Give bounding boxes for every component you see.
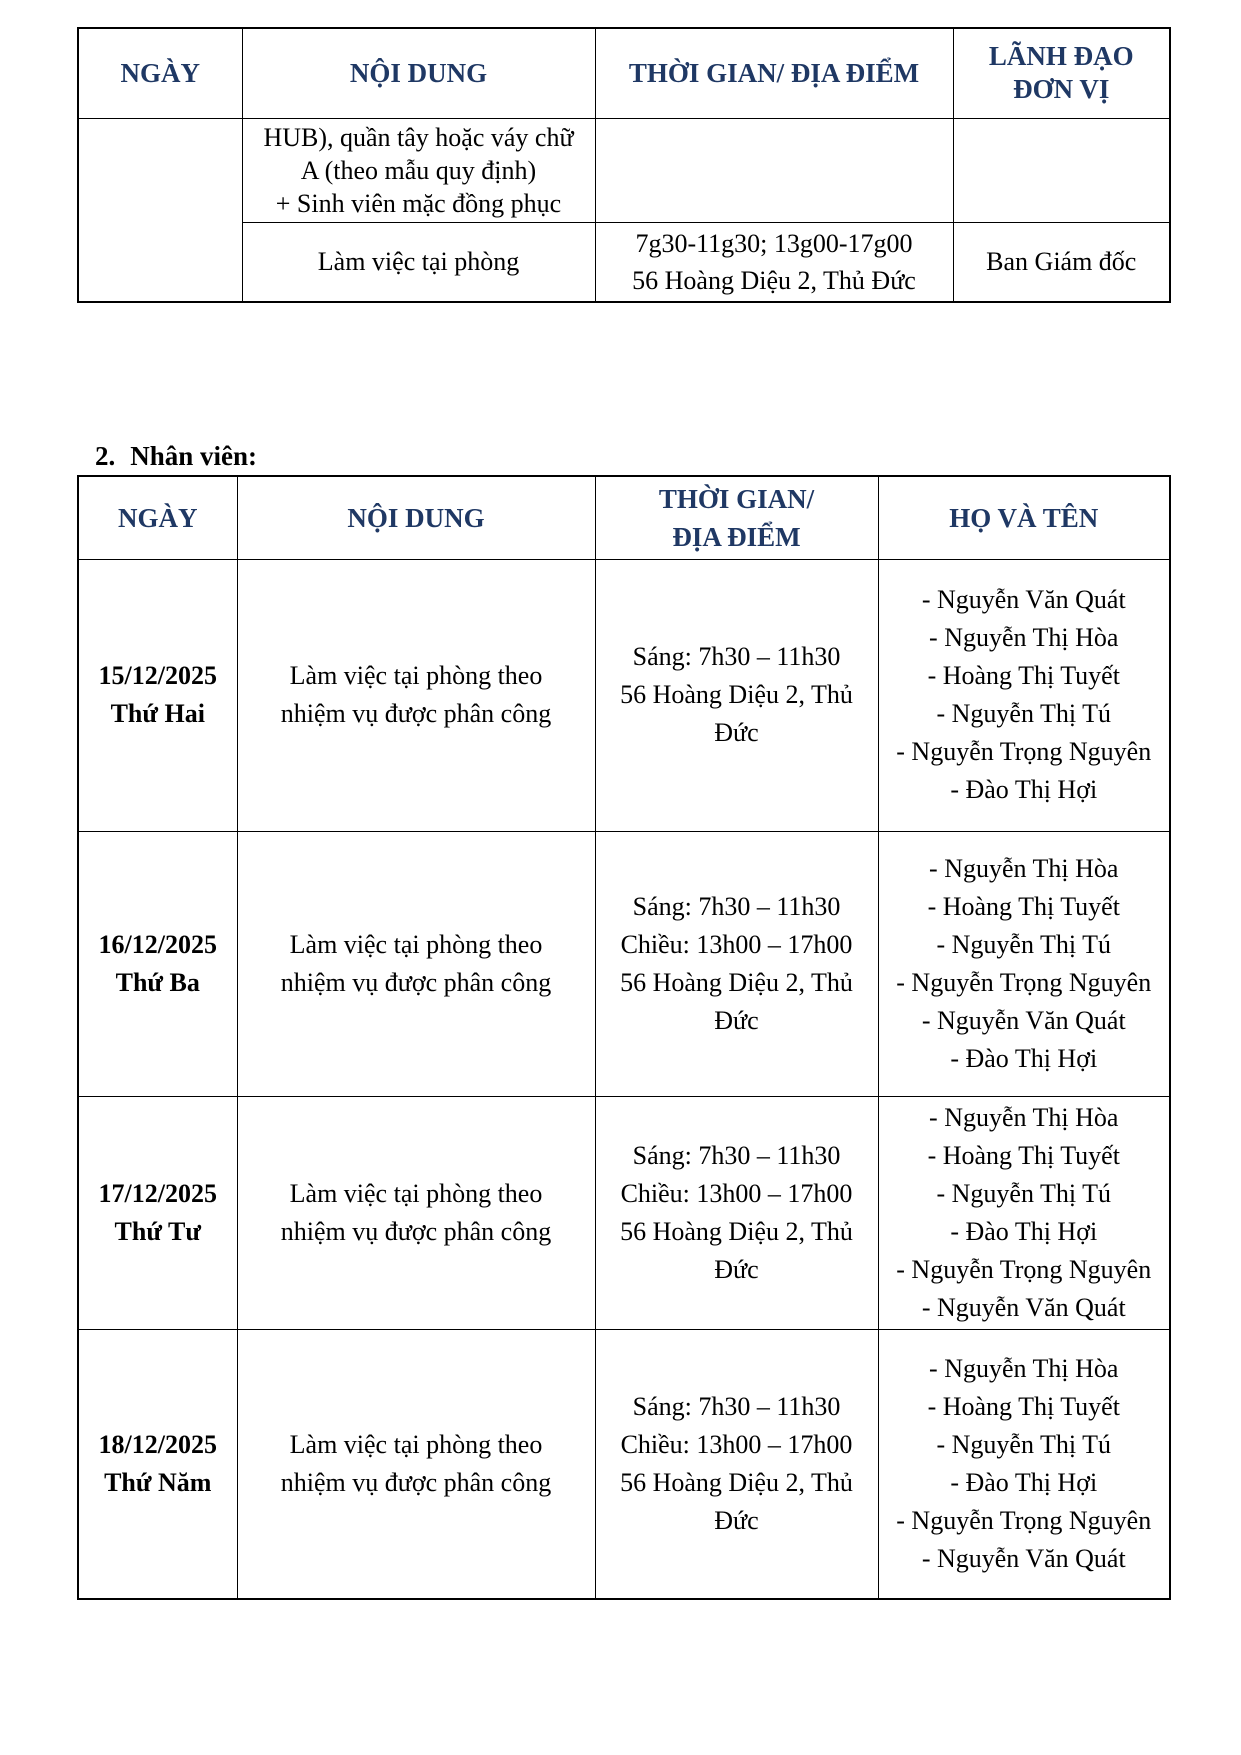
staff-name: - Nguyễn Văn Quát: [921, 1292, 1126, 1322]
t2-row-monday: [78, 559, 1170, 831]
t2-time-cell: [595, 831, 878, 1096]
t2-time-line: Chiều: 13h00 – 17h00: [620, 1178, 853, 1208]
t2-names-cell: [878, 559, 1170, 831]
t2-content-line: nhiệm vụ được phân công: [280, 1216, 552, 1246]
t1-header-thoigian: THỜI GIAN/ ĐỊA ĐIỂM: [595, 28, 953, 118]
t1-content-line: + Sinh viên mặc đồng phục: [275, 188, 562, 218]
staff-name: - Nguyễn Trọng Nguyên: [896, 1505, 1152, 1535]
t2-content-line: Làm việc tại phòng theo: [289, 1178, 543, 1208]
t2-date-cell: [78, 1096, 237, 1329]
t2-header-thoigian-line1: THỜI GIAN/: [658, 483, 815, 514]
t2-content-line: Làm việc tại phòng theo: [289, 661, 543, 690]
section-heading: [95, 441, 257, 471]
staff-name: - Nguyễn Trọng Nguyên: [896, 737, 1152, 766]
staff-name: - Nguyễn Thị Hòa: [929, 1353, 1119, 1383]
staff-name: - Hoàng Thị Tuyết: [927, 1140, 1120, 1170]
t2-time-line: Chiều: 13h00 – 17h00: [620, 1429, 853, 1459]
t2-time-line: Đức: [714, 1254, 759, 1284]
t2-date: 16/12/2025: [98, 929, 217, 959]
staff-schedule-table: [77, 475, 1171, 1600]
t2-time-line: Đức: [714, 718, 759, 747]
t1-header-lanhdao-line1: LÃNH ĐẠO: [988, 41, 1134, 72]
staff-name: - Nguyễn Trọng Nguyên: [896, 967, 1152, 997]
t2-header-row: [78, 476, 1170, 559]
t2-content-cell: [237, 559, 595, 831]
section-title: Nhân viên:: [130, 441, 258, 471]
t2-time-line: Sáng: 7h30 – 11h30: [632, 642, 841, 671]
t2-weekday: Thứ Tư: [114, 1216, 201, 1246]
t2-time-line: 56 Hoàng Diệu 2, Thủ: [620, 1467, 853, 1497]
t2-content-cell: [237, 1096, 595, 1329]
t1-content-line: HUB), quần tây hoặc váy chữ: [263, 122, 574, 152]
t2-time-line: 56 Hoàng Diệu 2, Thủ: [620, 967, 853, 997]
t2-date: 18/12/2025: [98, 1429, 217, 1459]
t1-body-row-1: [78, 118, 1170, 222]
t1-leader-cell-1: [953, 118, 1170, 222]
t1-header-ngay: NGÀY: [78, 28, 242, 118]
staff-name: - Nguyễn Thị Hòa: [929, 1102, 1119, 1132]
staff-name: - Nguyễn Trọng Nguyên: [896, 1254, 1152, 1284]
t2-date: 15/12/2025: [98, 661, 217, 690]
staff-name: - Nguyễn Thị Hòa: [929, 853, 1119, 883]
leader-schedule-table: [77, 27, 1171, 303]
t2-time-line: 56 Hoàng Diệu 2, Thủ: [620, 680, 853, 709]
t1-time-cell-1: [595, 118, 953, 222]
t1-content-cell-1: [242, 118, 595, 222]
staff-name: - Đào Thị Hợi: [950, 1216, 1098, 1246]
staff-name: - Nguyễn Thị Tú: [936, 1178, 1112, 1208]
staff-name: - Nguyễn Văn Quát: [921, 1005, 1126, 1035]
staff-name: - Hoàng Thị Tuyết: [927, 661, 1120, 690]
t2-time-line: Sáng: 7h30 – 11h30: [632, 891, 841, 921]
t2-header-noidung: NỘI DUNG: [237, 476, 595, 559]
t2-date-cell: [78, 831, 237, 1096]
t2-time-line: Sáng: 7h30 – 11h30: [632, 1391, 841, 1421]
t2-time-line: Đức: [714, 1505, 759, 1535]
staff-name: - Đào Thị Hợi: [950, 1043, 1098, 1073]
t2-time-line: Đức: [714, 1005, 759, 1035]
t1-time-line: 7g30-11g30; 13g00-17g00: [635, 228, 913, 258]
t2-content-line: nhiệm vụ được phân công: [280, 967, 552, 997]
t1-date-cell: [78, 118, 242, 302]
staff-name: - Nguyễn Thị Tú: [936, 1429, 1112, 1459]
t2-time-cell: [595, 1329, 878, 1599]
t2-content-cell: [237, 831, 595, 1096]
t1-time-line: 56 Hoàng Diệu 2, Thủ Đức: [632, 265, 916, 295]
t2-content-line: Làm việc tại phòng theo: [289, 929, 543, 959]
t2-names-cell: [878, 1329, 1170, 1599]
t2-row-wednesday: [78, 1096, 1170, 1329]
t2-content-cell: [237, 1329, 595, 1599]
t2-row-thursday: [78, 1329, 1170, 1599]
t2-content-line: nhiệm vụ được phân công: [280, 1467, 552, 1497]
staff-name: - Đào Thị Hợi: [950, 1467, 1098, 1497]
t1-header-lanhdao: [953, 28, 1170, 118]
t2-names-cell: [878, 1096, 1170, 1329]
t1-leader-cell-2: Ban Giám đốc: [953, 222, 1170, 302]
staff-name: - Nguyễn Văn Quát: [921, 585, 1126, 614]
t1-header-lanhdao-line2: ĐƠN VỊ: [1013, 74, 1110, 105]
t2-content-line: nhiệm vụ được phân công: [280, 699, 552, 728]
staff-name: - Nguyễn Thị Tú: [936, 699, 1112, 728]
staff-name: - Hoàng Thị Tuyết: [927, 891, 1120, 921]
section-number: 2.: [95, 441, 116, 471]
t2-header-hoten: HỌ VÀ TÊN: [878, 476, 1170, 559]
t2-time-cell: [595, 559, 878, 831]
t2-time-line: Sáng: 7h30 – 11h30: [632, 1140, 841, 1170]
staff-name: - Hoàng Thị Tuyết: [927, 1391, 1120, 1421]
t2-time-line: 56 Hoàng Diệu 2, Thủ: [620, 1216, 853, 1246]
t1-header-noidung: NỘI DUNG: [242, 28, 595, 118]
t2-date-cell: [78, 1329, 237, 1599]
staff-name: - Nguyễn Thị Tú: [936, 929, 1112, 959]
t2-header-ngay: NGÀY: [78, 476, 237, 559]
t1-content-cell-2: Làm việc tại phòng: [242, 222, 595, 302]
staff-name: - Nguyễn Thị Hòa: [929, 623, 1119, 652]
t2-weekday: Thứ Năm: [104, 1467, 212, 1497]
t1-time-cell-2: [595, 222, 953, 302]
t2-time-cell: [595, 1096, 878, 1329]
t2-names-cell: [878, 831, 1170, 1096]
t2-weekday: Thứ Hai: [110, 699, 205, 728]
t1-body-row-2: [78, 222, 1170, 302]
t2-weekday: Thứ Ba: [115, 967, 200, 997]
t2-content-line: Làm việc tại phòng theo: [289, 1429, 543, 1459]
t2-time-line: Chiều: 13h00 – 17h00: [620, 929, 853, 959]
t2-date: 17/12/2025: [98, 1178, 217, 1208]
t2-header-thoigian: [595, 476, 878, 559]
t1-header-row: [78, 28, 1170, 118]
t2-date-cell: [78, 559, 237, 831]
t2-row-tuesday: [78, 831, 1170, 1096]
t2-header-thoigian-line2: ĐỊA ĐIỂM: [672, 521, 801, 552]
staff-name: - Đào Thị Hợi: [950, 775, 1098, 804]
staff-name: - Nguyễn Văn Quát: [921, 1543, 1126, 1573]
t1-content-line: A (theo mẫu quy định): [300, 155, 537, 185]
